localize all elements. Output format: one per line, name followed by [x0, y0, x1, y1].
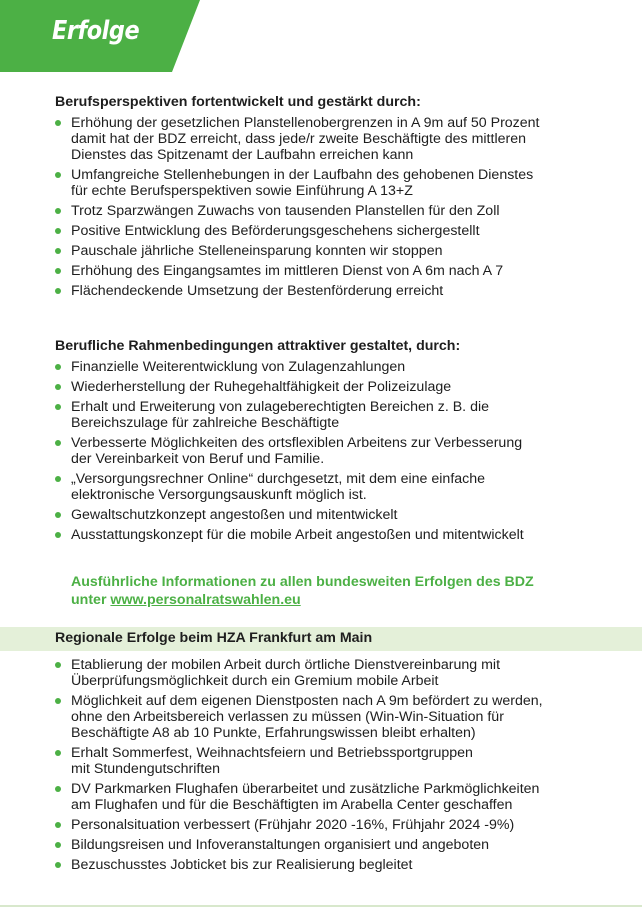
bullet-icon	[55, 268, 61, 274]
section-heading: Berufliche Rahmenbedingungen attraktiver gestaltet, durch:	[55, 338, 461, 354]
list-item: Pauschale jährliche Stelleneinsparung konnten wir stoppen	[55, 243, 585, 259]
bullet-icon	[55, 512, 61, 518]
bullet-icon	[55, 842, 61, 848]
list-item: Finanzielle Weiterentwicklung von Zulagenzahlungen	[55, 359, 585, 375]
more-info-note	[71, 573, 611, 609]
bullet-icon	[55, 476, 61, 482]
bullet-icon	[55, 532, 61, 538]
bullet-icon	[55, 862, 61, 868]
section-heading: Berufsperspektiven fortentwickelt und gestärkt durch:	[55, 94, 421, 110]
list-item: Gewaltschutzkonzept angestoßen und mitentwickelt	[55, 507, 585, 523]
list-item: Möglichkeit auf dem eigenen Dienstposten nach A 9m befördert zu werden, ohne den Arbeitsbereich verlassen zu müssen (Win-Win-Situation für Beschäftigte A8 ab 10 Punkte, Erfahrungswissen bleibt erhalten)	[55, 693, 585, 741]
list-item: Erhöhung der gesetzlichen Planstellenobergrenzen in A 9m auf 50 Prozent damit hat der BDZ erreicht, dass jede/r zweite Beschäftigte des mittleren Dienstes das Spitzenamt der Laufbahn erreichen kann	[55, 115, 585, 163]
bullet-list	[55, 359, 585, 543]
bullet-icon	[55, 208, 61, 214]
bullet-icon	[55, 440, 61, 446]
bullet-icon	[55, 750, 61, 756]
bullet-icon	[55, 786, 61, 792]
section-heading: Regionale Erfolge beim HZA Frankfurt am Main	[55, 630, 373, 646]
list-item: Trotz Sparzwängen Zuwachs von tausenden Planstellen für den Zoll	[55, 203, 585, 219]
list-item: „Versorgungsrechner Online“ durchgesetzt, mit dem eine einfache elektronische Versorgungsauskunft möglich ist.	[55, 471, 585, 503]
bullet-icon	[55, 120, 61, 126]
bullet-icon	[55, 228, 61, 234]
bullet-icon	[55, 172, 61, 178]
section-regional-successes	[55, 657, 585, 877]
bullet-icon	[55, 384, 61, 390]
info-link-line	[71, 591, 611, 609]
section-career-perspectives	[55, 94, 585, 303]
bullet-list	[55, 115, 585, 299]
list-item: Wiederherstellung der Ruhegehaltfähigkeit der Polizeizulage	[55, 379, 585, 395]
list-item: Umfangreiche Stellenhebungen in der Laufbahn des gehobenen Dienstes für echte Berufsperspektiven sowie Einführung A 13+Z	[55, 167, 585, 199]
list-item: DV Parkmarken Flughafen überarbeitet und zusätzliche Parkmöglichkeiten am Flughafen und für die Beschäftigten im Arabella Center geschaffen	[55, 781, 585, 813]
bullet-icon	[55, 822, 61, 828]
list-item: Erhöhung des Eingangsamtes im mittleren Dienst von A 6m nach A 7	[55, 263, 585, 279]
info-text: Ausführliche Informationen zu allen bundesweiten Erfolgen des BDZ	[71, 574, 534, 590]
list-item: Bildungsreisen und Infoveranstaltungen organisiert und angeboten	[55, 837, 585, 853]
bullet-icon	[55, 404, 61, 410]
bullet-list	[55, 657, 585, 873]
list-item: Bezuschusstes Jobticket bis zur Realisierung begleitet	[55, 857, 585, 873]
bullet-icon	[55, 364, 61, 370]
list-item: Erhalt und Erweiterung von zulageberechtigten Bereichen z. B. die Bereichszulage für zahlreiche Beschäftigte	[55, 399, 585, 431]
list-item: Verbesserte Möglichkeiten des ortsflexiblen Arbeitens zur Verbesserung der Vereinbarkeit von Beruf und Familie.	[55, 435, 585, 467]
info-prefix: unter	[71, 592, 111, 608]
list-item: Personalsituation verbessert (Frühjahr 2020 -16%, Frühjahr 2024 -9%)	[55, 817, 585, 833]
bullet-icon	[55, 248, 61, 254]
list-item: Ausstattungskonzept für die mobile Arbeit angestoßen und mitentwickelt	[55, 527, 585, 543]
list-item: Erhalt Sommerfest, Weihnachtsfeiern und Betriebssportgruppen mit Stundengutschriften	[55, 745, 585, 777]
page-title: Erfolge	[52, 16, 140, 46]
section-working-conditions	[55, 338, 585, 547]
bottom-divider	[0, 905, 642, 907]
bullet-icon	[55, 698, 61, 704]
website-link[interactable]: www.personalratswahlen.eu	[110, 592, 301, 608]
bullet-icon	[55, 662, 61, 668]
bullet-icon	[55, 288, 61, 294]
list-item: Etablierung der mobilen Arbeit durch örtliche Dienstvereinbarung mit Überprüfungsmöglichkeit durch ein Gremium mobile Arbeit	[55, 657, 585, 689]
list-item: Positive Entwicklung des Beförderungsgeschehens sichergestellt	[55, 223, 585, 239]
list-item: Flächendeckende Umsetzung der Bestenförderung erreicht	[55, 283, 585, 299]
